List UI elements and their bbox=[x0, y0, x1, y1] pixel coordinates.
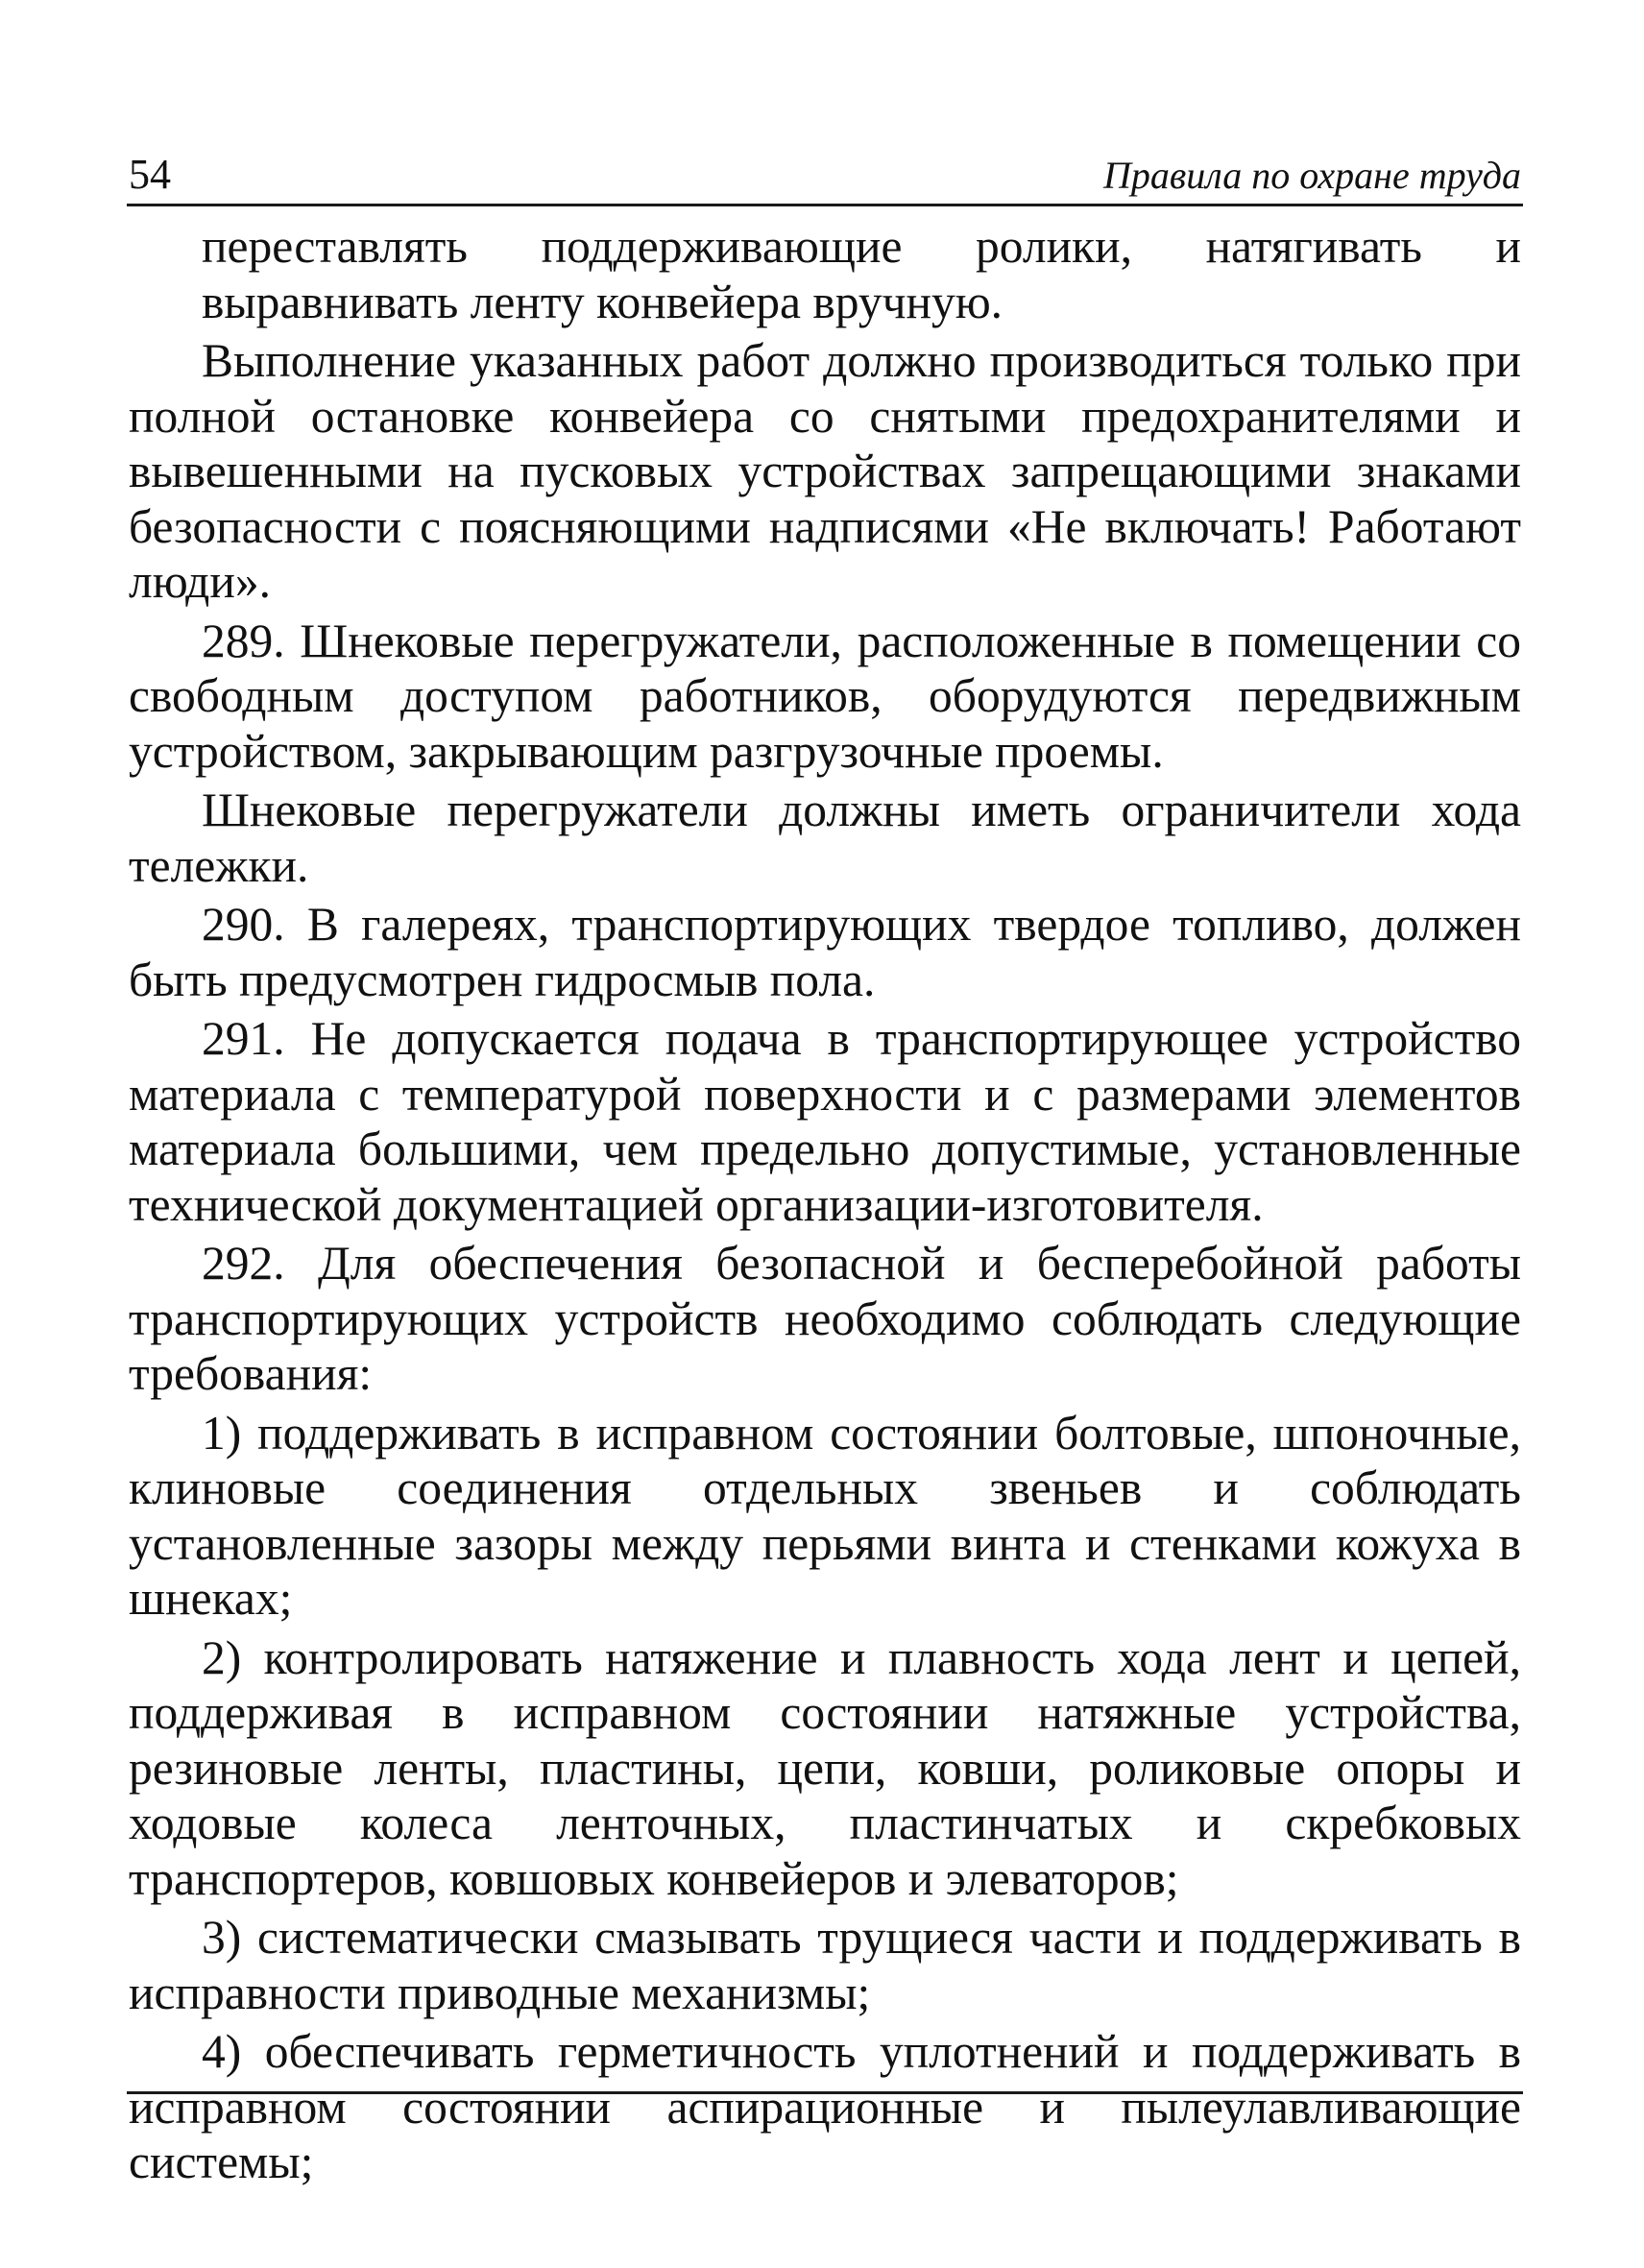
list-item-2: 2) контролировать натяжение и плавность хода лент и цепей, поддерживая в исправном состоянии натяжные устройства, резиновые ленты, пластины, цепи, ковши, роликовые опоры и ходовые колеса ленточных, пластинчатых и скребковых транспортеров, ковшовых конвейеров и элеваторов; bbox=[129, 1630, 1521, 1905]
bottom-rule bbox=[127, 2091, 1523, 2094]
body-text bbox=[129, 219, 1521, 2194]
paragraph-item-290: 290. В галереях, транспортирующих твердое топливо, должен быть предусмотрен гидросмыв пола. bbox=[129, 898, 1521, 1006]
running-header bbox=[127, 142, 1523, 206]
paragraph: Выполнение указанных работ должно производиться только при полной остановке конвейера со снятыми предохранителями и вывешенными на пусковых устройствах запрещающими знаками безопасности с поясняющими надписями «Не включать! Работают люди». bbox=[129, 334, 1521, 608]
list-item-4: 4) обеспечивать герметичность уплотнений и поддерживать в исправном состоянии аспирационные и пылеулавливающие системы; bbox=[129, 2025, 1521, 2188]
running-title: Правила по охране труда bbox=[1103, 154, 1521, 197]
list-item-1: 1) поддерживать в исправном состоянии болтовые, шпоночные, клиновые соединения отдельных звеньев и соблюдать установленные зазоры между перьями винта и стенками кожуха в шнеках; bbox=[129, 1406, 1521, 1625]
list-item-3: 3) систематически смазывать трущиеся части и поддерживать в исправности приводные механизмы; bbox=[129, 1911, 1521, 2019]
page-number: 54 bbox=[129, 151, 171, 198]
paragraph-item-289: 289. Шнековые перегружатели, расположенные в помещении со свободным доступом работников, оборудуются передвижным устройством, закрывающим разгрузочные проемы. bbox=[129, 614, 1521, 778]
paragraph: Шнековые перегружатели должны иметь ограничители хода тележки. bbox=[129, 784, 1521, 892]
paragraph-item-292: 292. Для обеспечения безопасной и бесперебойной работы транспортирующих устройств необходимо соблюдать следующие требования: bbox=[129, 1237, 1521, 1400]
paragraph-continuation: переставлять поддерживающие ролики, натягивать и выравнивать ленту конвейера вручную. bbox=[202, 220, 1521, 328]
paragraph-item-291: 291. Не допускается подача в транспортирующее устройство материала с температурой поверхности и с размерами элементов материала большими, чем предельно допустимые, установленные технической документацией организации-изготовителя. bbox=[129, 1012, 1521, 1231]
